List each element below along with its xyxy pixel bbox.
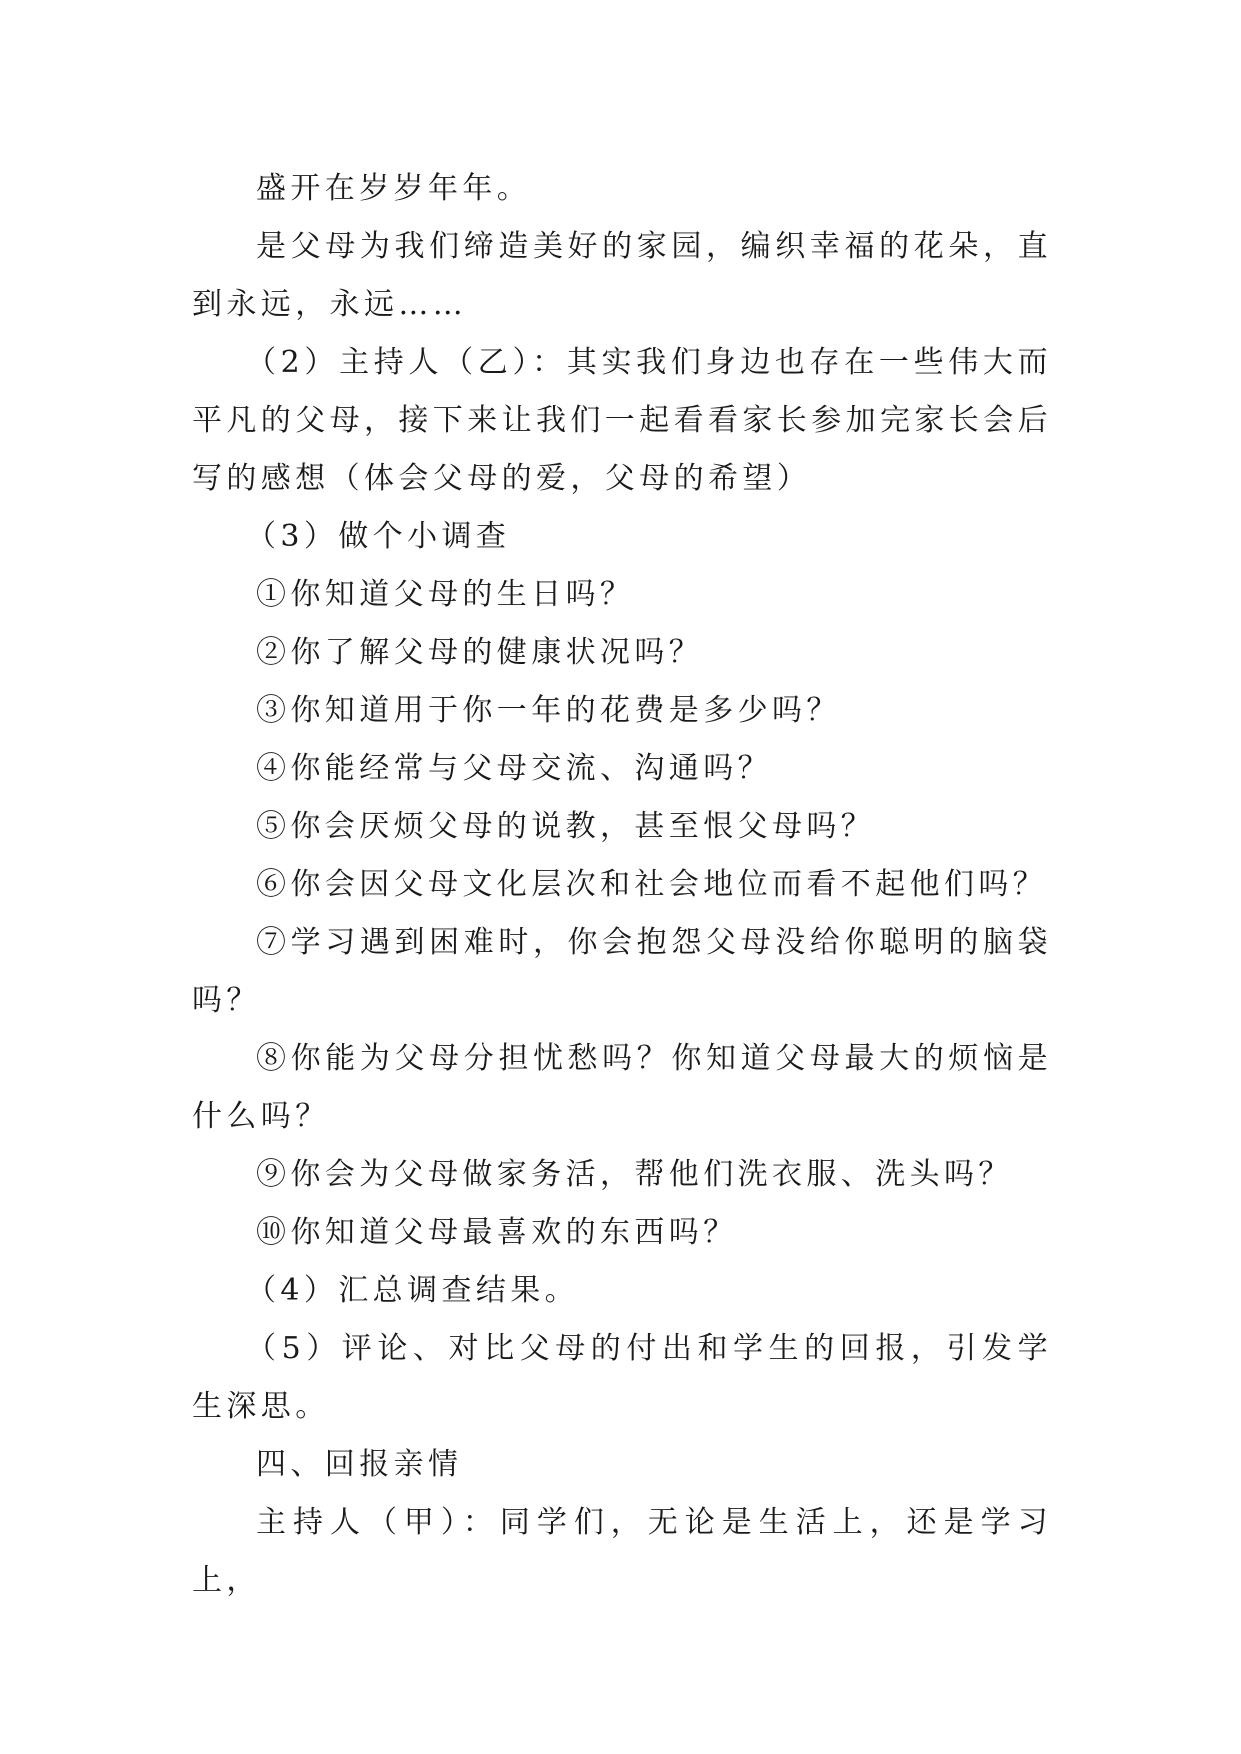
paragraph: （4）汇总调查结果。 xyxy=(246,1273,580,1308)
survey-question: ①你知道父母的生日吗？ xyxy=(256,577,635,612)
survey-question: ⑤你会厌烦父母的说教，甚至恨父母吗？ xyxy=(256,809,876,844)
survey-question: ③你知道用于你一年的花费是多少吗？ xyxy=(256,693,841,728)
paragraph: 主持人（甲）：同学们，无论是生活上，还是学习上， xyxy=(192,1505,1052,1598)
survey-question: ⑧你能为父母分担忧愁吗？你知道父母最大的烦恼是什么吗？ xyxy=(192,1041,1052,1134)
survey-question: ⑥你会因父母文化层次和社会地位而看不起他们吗？ xyxy=(256,867,1048,902)
paragraph: 盛开在岁岁年年。 xyxy=(256,171,532,206)
survey-question: ⑦学习遇到困难时，你会抱怨父母没给你聪明的脑袋吗？ xyxy=(192,925,1052,1018)
survey-question: ④你能经常与父母交流、沟通吗？ xyxy=(256,751,772,786)
paragraph: （5）评论、对比父母的付出和学生的回报，引发学生深思。 xyxy=(192,1331,1052,1424)
paragraph: （2）主持人（乙）：其实我们身边也存在一些伟大而平凡的父母，接下来让我们一起看看家长参加完家长会后写的感想（体会父母的爱，父母的希望） xyxy=(192,345,1052,496)
survey-question: ⑩你知道父母最喜欢的东西吗？ xyxy=(256,1215,738,1250)
section-heading: （3）做个小调查 xyxy=(246,519,511,554)
survey-question: ⑨你会为父母做家务活，帮他们洗衣服、洗头吗？ xyxy=(256,1157,1013,1192)
survey-question: ②你了解父母的健康状况吗？ xyxy=(256,635,704,670)
section-heading: 四、回报亲情 xyxy=(256,1447,463,1482)
document-body xyxy=(192,160,1052,1610)
paragraph: 是父母为我们缔造美好的家园，编织幸福的花朵，直到永远，永远…… xyxy=(192,229,1052,322)
